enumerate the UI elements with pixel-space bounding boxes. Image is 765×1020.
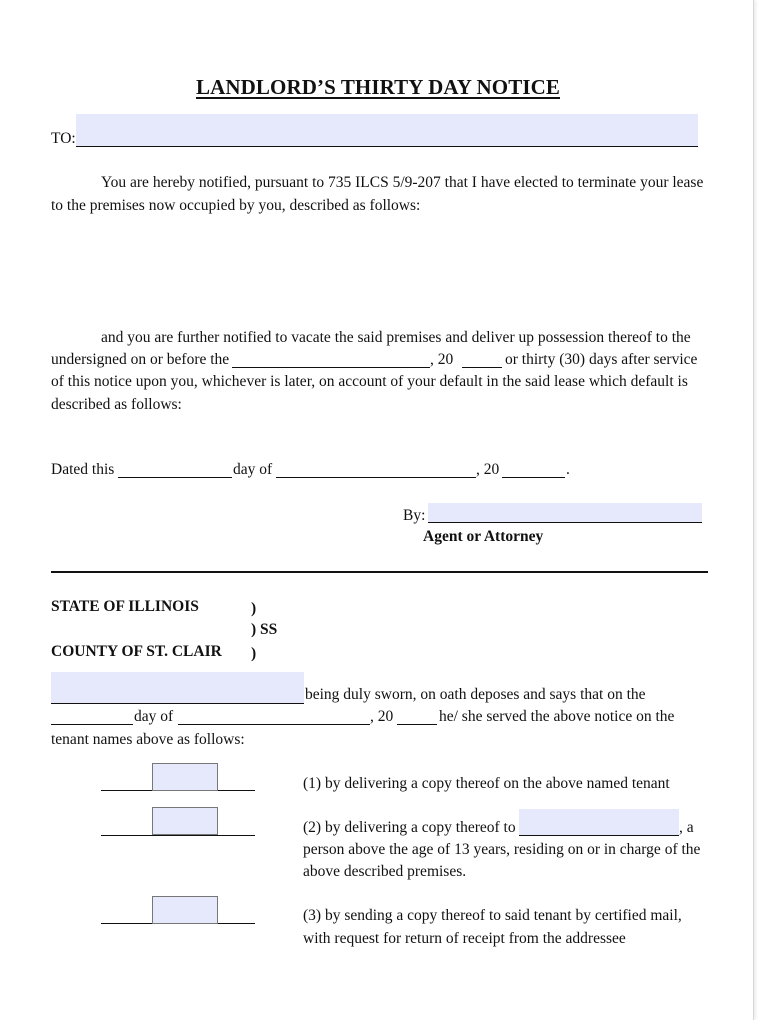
paragraph-2-line-2a: undersigned on or before the <box>51 351 230 368</box>
method-1-text: (1) by delivering a copy thereof on the above named tenant <box>303 775 670 792</box>
method-2-checkbox[interactable] <box>152 807 218 835</box>
document-title: LANDLORD’S THIRTY DAY NOTICE <box>196 75 560 99</box>
method-1-checkbox[interactable] <box>152 763 218 791</box>
method-2-line-2: person above the age of 13 years, residing on or in charge of the <box>303 841 701 858</box>
signature-input[interactable] <box>428 503 702 523</box>
paragraph-1-line-1: You are hereby notified, pursuant to 735 ILCS 5/9-207 that I have elected to terminate your lease <box>101 174 704 191</box>
venue-paren-2: ) <box>251 645 257 662</box>
method-3-line-1: (3) by sending a copy thereof to said tenant by certified mail, <box>303 907 682 924</box>
paragraph-2-line-1: and you are further notified to vacate the said premises and deliver up possession thereof to the <box>101 329 691 346</box>
dated-year-label: , 20 <box>476 461 500 478</box>
dated-day-blank[interactable] <box>118 477 232 478</box>
paragraph-2-line-2b: , 20 <box>430 351 454 368</box>
county-label: COUNTY OF ST. CLAIR <box>51 643 222 660</box>
method-2-recipient-underline <box>519 835 679 836</box>
method-3-checkbox[interactable] <box>152 896 218 924</box>
paragraph-2-line-3: of this notice upon you, whichever is later, on account of your default in the said lease which default is <box>51 373 688 390</box>
dated-period: . <box>566 461 570 478</box>
dated-year-blank[interactable] <box>502 477 565 478</box>
section-divider <box>51 571 708 573</box>
method-3-line-2: with request for return of receipt from the addressee <box>303 930 626 947</box>
dated-day-of-label: day of <box>233 461 273 478</box>
method-2-line-1a: (2) by delivering a copy thereof to <box>303 819 516 836</box>
dated-month-blank[interactable] <box>276 477 476 478</box>
by-label: By: <box>403 507 426 524</box>
method-2-blank <box>101 835 255 836</box>
venue-ss: ) SS <box>251 621 278 638</box>
dated-this-label: Dated this <box>51 461 115 478</box>
to-underline <box>76 146 698 147</box>
signature-underline <box>428 522 702 523</box>
method-2-line-1b: , a <box>679 819 694 836</box>
paragraph-2-line-4: described as follows: <box>51 396 182 413</box>
method-2-line-3: above described premises. <box>303 863 467 880</box>
affidavit-year-label: , 20 <box>370 708 394 725</box>
affidavit-day-of-label: day of <box>134 708 174 725</box>
to-label: TO: <box>51 130 76 147</box>
vacate-year-blank[interactable] <box>462 367 502 368</box>
paragraph-2-line-2c: or thirty (30) days after service <box>505 351 698 368</box>
vacate-date-blank[interactable] <box>232 367 430 368</box>
service-day-blank[interactable] <box>51 724 133 725</box>
affidavit-line-1: being duly sworn, on oath deposes and says that on the <box>305 686 646 703</box>
method-2-recipient-input[interactable] <box>519 809 679 835</box>
service-month-blank[interactable] <box>178 724 370 725</box>
affiant-name-input[interactable] <box>51 672 304 704</box>
service-year-blank[interactable] <box>397 724 437 725</box>
affidavit-line-2c: he/ she served the above notice on the <box>439 708 675 725</box>
state-label: STATE OF ILLINOIS <box>51 598 199 615</box>
paragraph-1-line-2: to the premises now occupied by you, described as follows: <box>51 197 421 214</box>
agent-or-attorney-label: Agent or Attorney <box>423 528 544 545</box>
affiant-name-underline <box>51 703 304 704</box>
to-input[interactable] <box>76 114 698 146</box>
affidavit-line-3: tenant names above as follows: <box>51 731 245 748</box>
venue-paren-1: ) <box>251 600 257 617</box>
